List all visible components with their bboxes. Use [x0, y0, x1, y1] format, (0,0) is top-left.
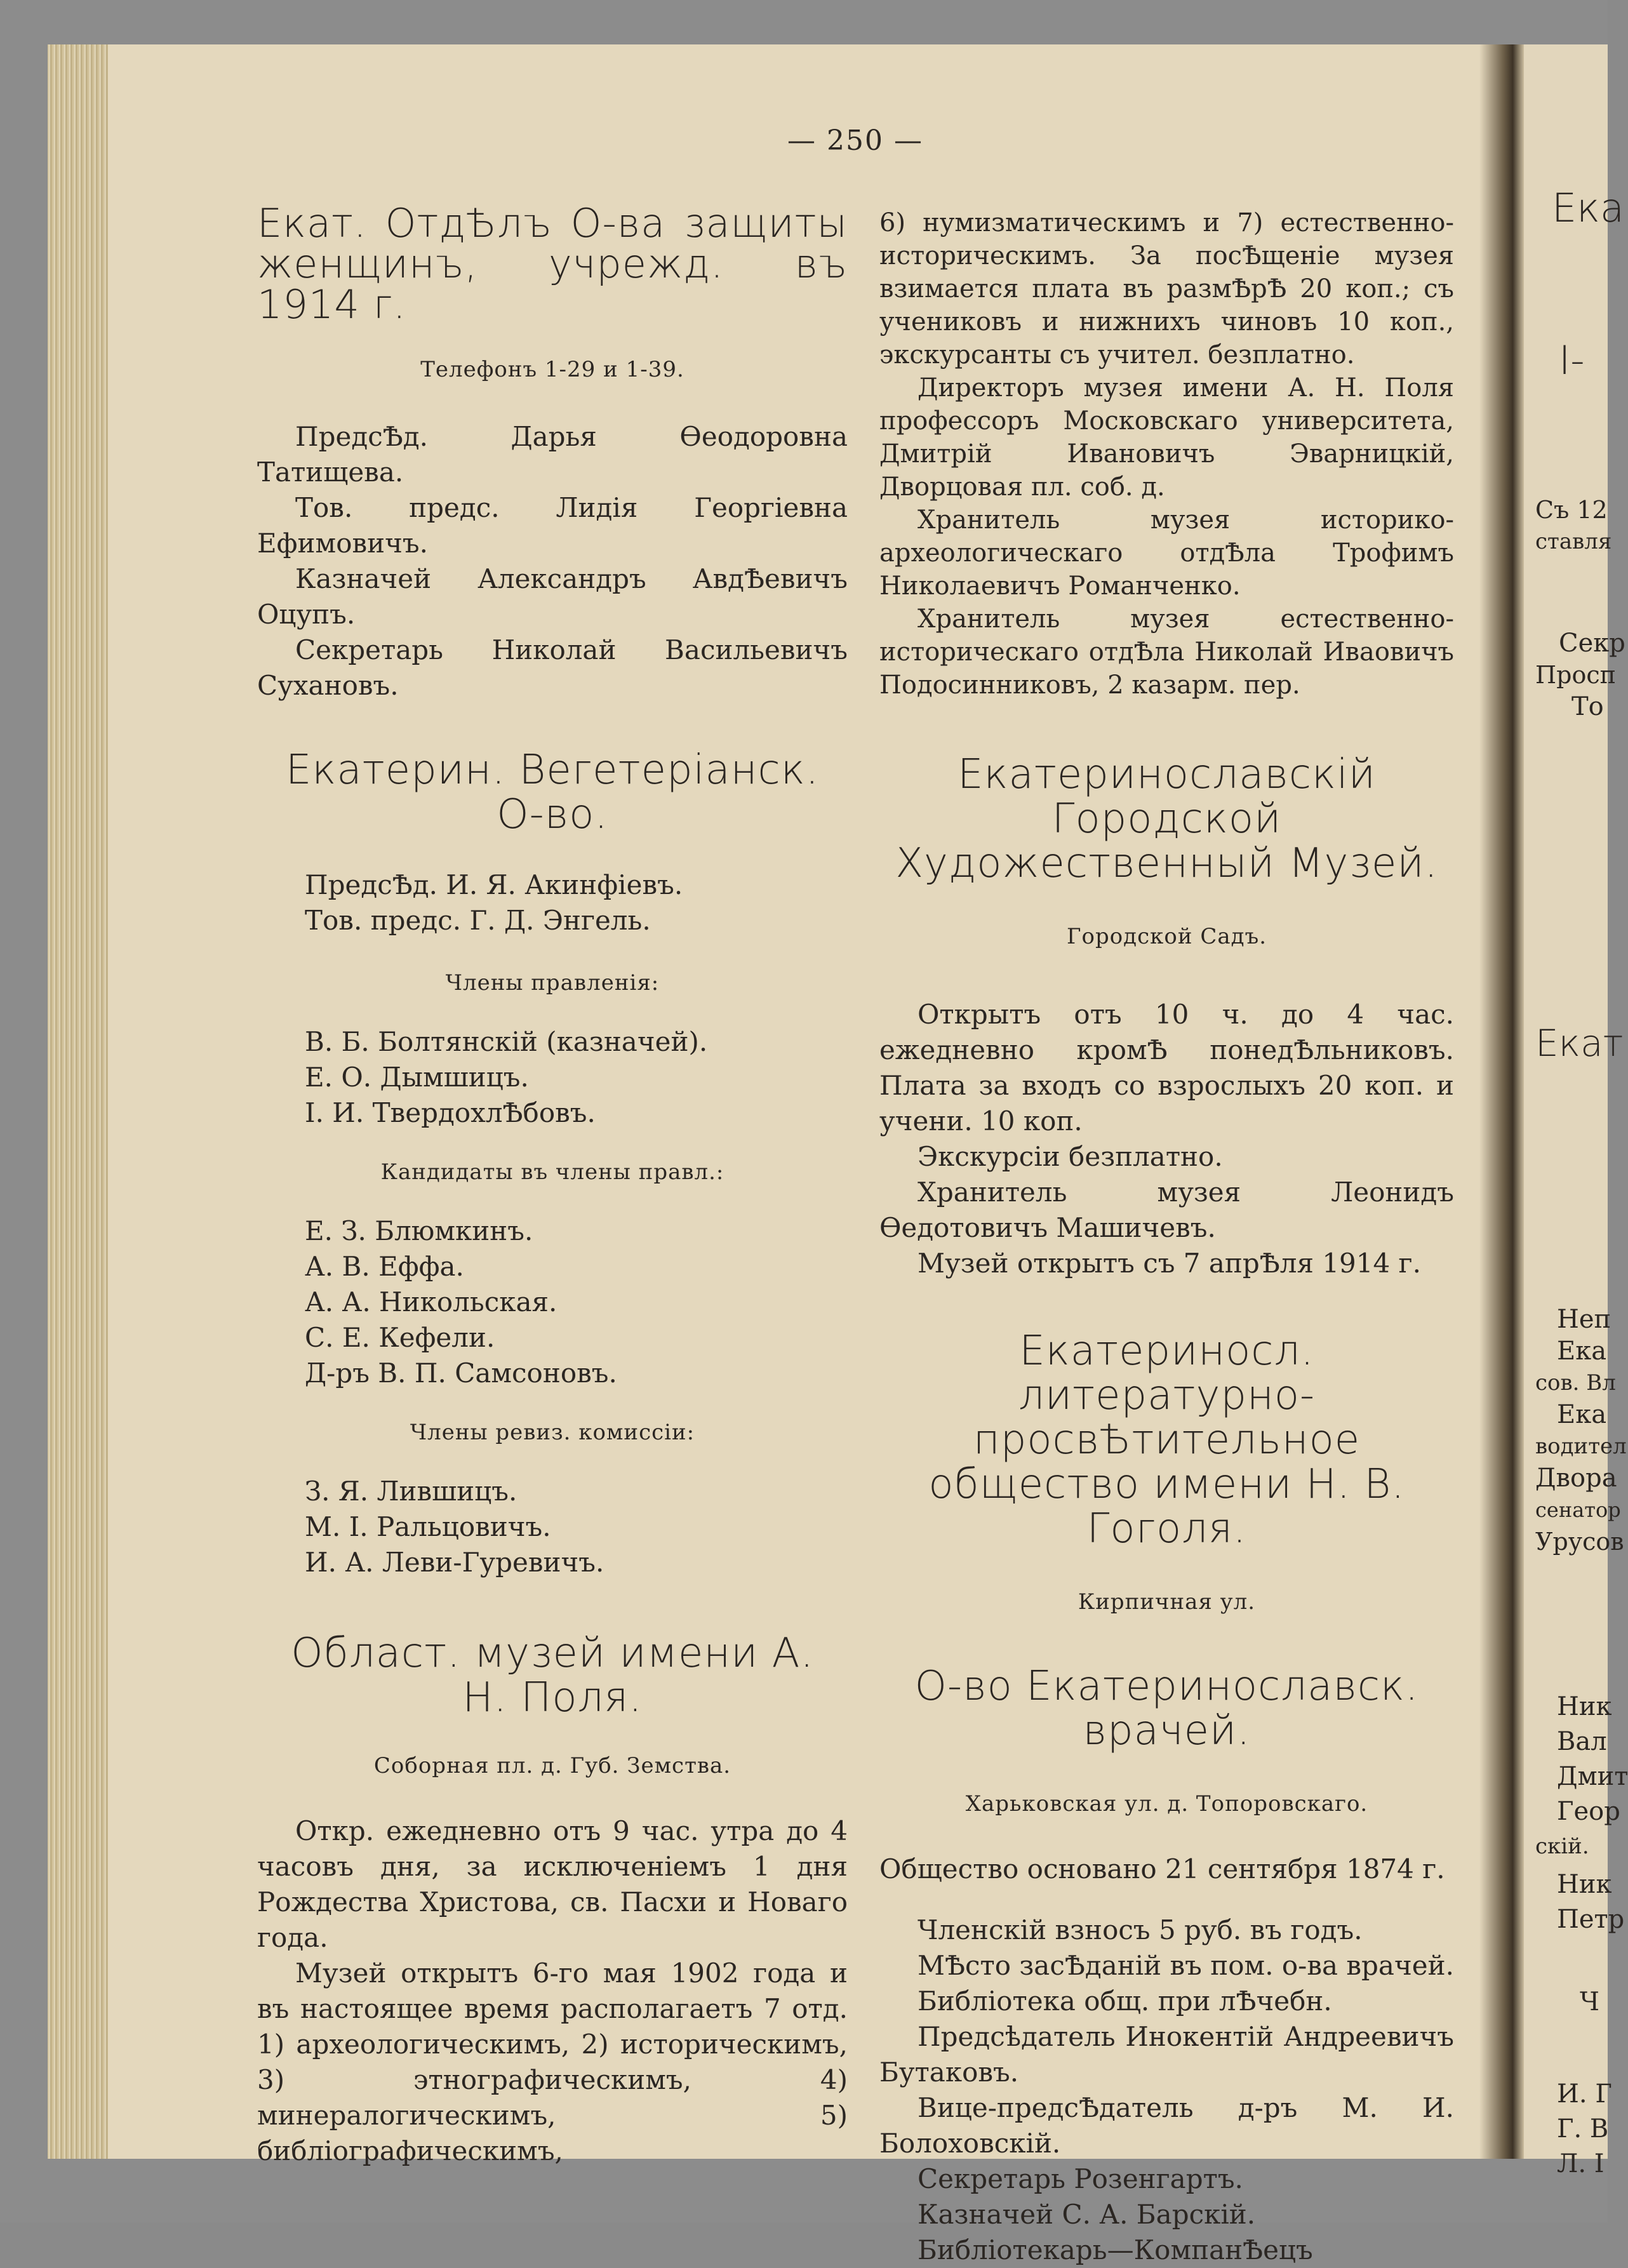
fragment-text: Геор	[1557, 1797, 1620, 1826]
art-museum-address: Городской Садъ.	[1066, 924, 1267, 949]
fragment-text: І-	[1559, 337, 1585, 384]
list-item: И. А. Леви-Гуревичъ.	[305, 1547, 604, 1578]
fragment-text: водител	[1535, 1434, 1627, 1459]
physicians-society-founded: Общество основано 21 сентября 1874 г.	[879, 1853, 1445, 1884]
pol-museum-departments: Музей открытъ 6-го мая 1902 года и въ настоящее время располагаетъ 7 отд. 1) археологическимъ, 2) историческимъ, 3) этнографическимъ, 4) минералогическимъ, 5) библіографическимъ,	[257, 1958, 848, 2166]
fragment-text: Ник	[1557, 1692, 1612, 1721]
fragment-text: Л. І	[1557, 2149, 1605, 2178]
board-members-list	[257, 1024, 848, 1131]
candidates-title: Кандидаты въ члены правл.:	[380, 1159, 724, 1185]
list-item: А. В. Еффа.	[305, 1251, 464, 1282]
fragment-text: скій.	[1535, 1834, 1589, 1859]
secretary-paragraph: Секретарь Николай Васильевичъ Сухановъ.	[257, 634, 848, 701]
list-item: І. И. ТвердохлѢбовъ.	[305, 1097, 596, 1128]
phone-line: Телефонъ 1-29 и 1-39.	[420, 357, 684, 382]
fragment-text: ставля	[1535, 529, 1612, 554]
heading-pol-museum: Област. музей имени А. Н. Поля.	[291, 1630, 814, 1721]
heading-physicians-society: О-во Екатеринославск. врачей.	[914, 1663, 1419, 1754]
physicians-secretary: Секретарь Розенгартъ.	[917, 2163, 1243, 2194]
heading-womens-protection-society: Екат. ОтдѢлъ О-ва защиты женщинъ, учрежд. въ 1914 г.	[257, 200, 848, 328]
chair-paragraph: ПредсѢд. Дарья Ѳеодоровна Татищева.	[257, 421, 848, 488]
art-museum-excursions: Экскурсіи безплатно.	[917, 1141, 1223, 1172]
physicians-treasurer: Казначей С. А. Барскій.	[917, 2199, 1256, 2230]
list-item: Е. З. Блюмкинъ.	[305, 1215, 533, 1246]
physicians-librarian: Библіотекарь—КомпанѢецъ	[917, 2234, 1313, 2265]
fragment-text: Съ 12	[1535, 496, 1608, 524]
list-item: З. Я. Лившицъ.	[305, 1476, 517, 1507]
list-item: М. І. Ральцовичъ.	[305, 1511, 551, 1542]
next-page-edge	[1524, 44, 1628, 2178]
fragment-text: Ека	[1552, 185, 1624, 231]
physicians-meeting-place: МѢсто засѢданій въ пом. о-ва врачей.	[917, 1950, 1454, 1981]
physicians-society-address: Харьковская ул. д. Топоровскаго.	[965, 1791, 1368, 1817]
audit-commission-title: Члены ревиз. комиссіи:	[410, 1420, 695, 1445]
fragment-text: Ека	[1557, 1337, 1607, 1366]
pol-museum-director: Директоръ музея имени А. Н. Поля профессоръ Московскаго университета, Дмитрій Ивановичъ Эварницкій, Дворцовая пл. соб. д.	[879, 373, 1454, 502]
fragment-text: Секр	[1559, 629, 1625, 658]
fragment-text: То	[1571, 692, 1604, 721]
physicians-membership-fee: Членскій взносъ 5 руб. въ годъ.	[917, 1914, 1363, 1945]
physicians-chair: Предсѣдатель Инокентій Андреевичъ Бутаковъ.	[879, 2021, 1454, 2088]
fragment-text: И. Г	[1557, 2079, 1612, 2109]
art-museum-opened: Музей открытъ съ 7 апрѢля 1914 г.	[917, 1248, 1421, 1279]
book-gutter	[1479, 44, 1524, 2159]
pol-museum-hours: Откр. ежедневно отъ 9 час. утра до 4 часовъ дня, за исключеніемъ 1 дня Рождества Христова, св. Пасхи и Новаго года.	[257, 1815, 848, 1953]
board-members-title: Члены правленія:	[445, 970, 660, 996]
art-museum-hours: Открытъ отъ 10 ч. до 4 час. ежедневно кромѢ понедѢльниковъ. Плата за входъ со взрослыхъ 20 коп. и учени. 10 коп.	[879, 999, 1454, 1137]
vegetarian-chair: ПредсѢд. И. Я. Акинфіевъ.	[305, 869, 683, 900]
vice-chair-paragraph: Тов. предс. Лидія Георгіевна Ефимовичъ.	[257, 492, 848, 559]
fragment-text: Петр	[1557, 1905, 1625, 1934]
list-item: В. Б. Болтянскій (казначей).	[305, 1026, 708, 1057]
audit-commission-list	[257, 1474, 848, 1580]
treasurer-paragraph: Казначей Александръ АвдѢевичъ Оцупъ.	[257, 563, 848, 630]
gogol-society-address: Кирпичная ул.	[1078, 1589, 1256, 1615]
fragment-text: Двора	[1535, 1464, 1617, 1493]
candidates-list	[257, 1213, 848, 1391]
list-item: С. Е. Кефели.	[305, 1322, 495, 1353]
art-museum-keeper: Хранитель музея Леонидъ Ѳедотовичъ Машичевъ.	[879, 1177, 1454, 1243]
physicians-library: Библіотека общ. при лѢчебн.	[917, 1985, 1332, 2017]
fragment-text: сов. Вл	[1535, 1370, 1616, 1396]
fragment-text: Ник	[1557, 1870, 1612, 1899]
pol-museum-keeper-natural-history: Хранитель музея естественно-историческаго отдѢла Николай Иваовичъ Подосинниковъ, 2 казарм. пер.	[879, 604, 1454, 700]
vegetarian-vice-chair: Тов. предс. Г. Д. Энгель.	[305, 905, 651, 936]
heading-vegetarian-society: Екатерин. Вегетеріанск. О-во.	[285, 747, 820, 838]
heading-gogol-society: Екатериносл. литературно-просвѢтительное общество имени Н. В. Гоголя.	[928, 1328, 1405, 1552]
pol-museum-address: Соборная пл. д. Губ. Земства.	[373, 1753, 731, 1778]
left-column	[257, 200, 848, 2169]
fragment-text: Г. В	[1557, 2114, 1609, 2144]
list-item: Е. О. Дымшицъ.	[305, 1062, 529, 1093]
fragment-text: Просп	[1535, 661, 1616, 689]
pol-museum-keeper-archaeology: Хранитель музея историко-археологическаго отдѢла Трофимъ Николаевичъ Романченко.	[879, 505, 1454, 601]
heading-art-museum: Екатеринославскій Городской Художественный Музей.	[895, 751, 1438, 887]
list-item: А. А. Никольская.	[305, 1286, 557, 1317]
fragment-text: Дмит	[1557, 1762, 1628, 1791]
fragment-text: Урусов	[1535, 1528, 1624, 1556]
fragment-text: Неп	[1557, 1305, 1611, 1334]
fragment-text: Ч	[1580, 1987, 1599, 2017]
fragment-text: Ека	[1557, 1400, 1607, 1429]
list-item: Д-ръ В. П. Самсоновъ.	[305, 1357, 617, 1389]
page-edges	[48, 44, 108, 2159]
fragment-text: сенатор	[1535, 1498, 1621, 1522]
fragment-text: Вал	[1557, 1727, 1607, 1756]
pol-museum-continued: 6) нумизматическимъ и 7) естественно-историческимъ. За посѢщеніе музея взимается плата въ размѢрѢ 20 коп.; съ учениковъ и нижнихъ чиновъ 10 коп., экскурсанты съ учител. безплатно.	[879, 208, 1454, 370]
fragment-text: Екат	[1535, 1022, 1624, 1065]
right-column	[879, 206, 1454, 2268]
physicians-vice-chair: Вице-предсѢдатель д-ръ М. И. Болоховскій.	[879, 2092, 1454, 2159]
page-number: — 250 —	[787, 124, 923, 157]
